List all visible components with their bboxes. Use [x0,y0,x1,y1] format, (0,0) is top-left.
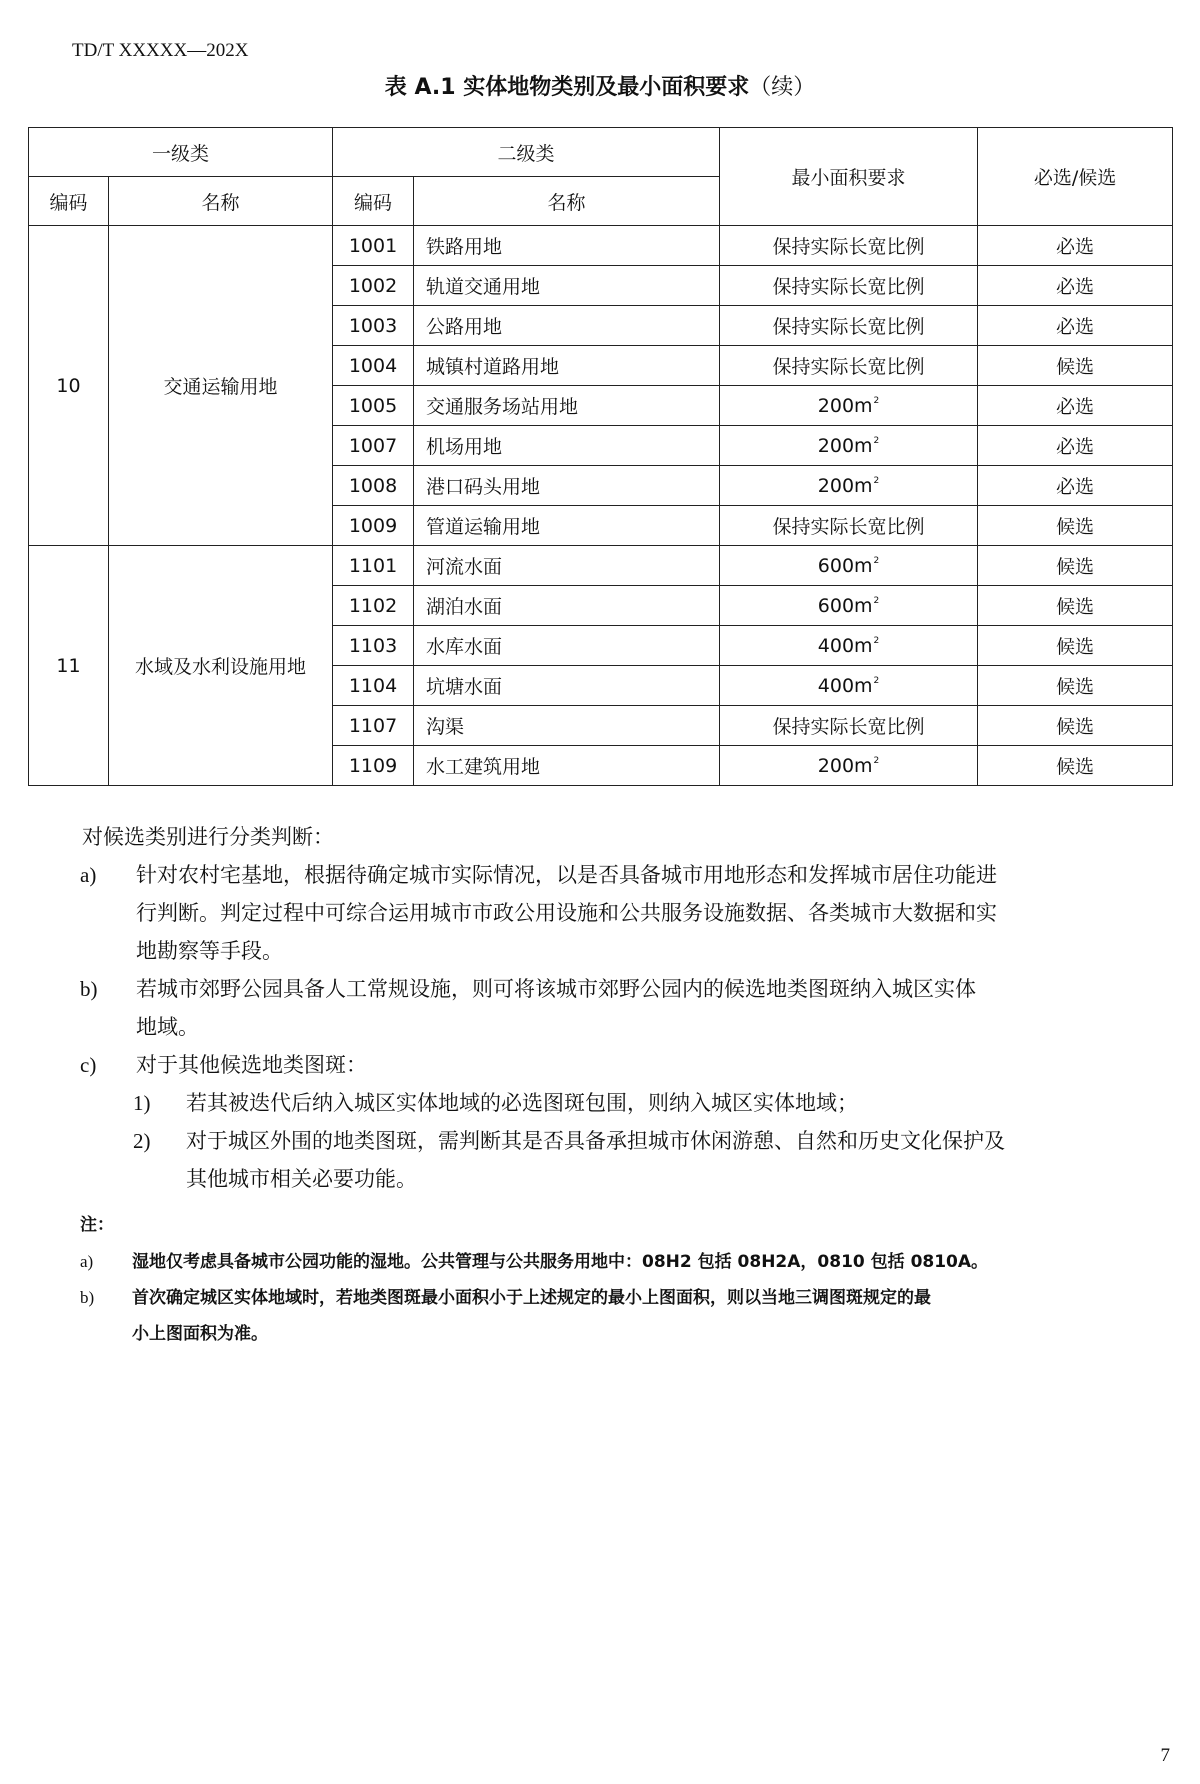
min-area-value: 600m [817,554,873,577]
row-name: 机场用地 [414,426,720,466]
row-name: 公路用地 [414,306,720,346]
body-intro: 对候选类别进行分类判断： [82,825,334,849]
min-area-value: 200m [817,434,873,457]
row-min-area [720,266,978,306]
row-code: 1109 [333,746,414,786]
row-selection: 候选 [978,506,1173,546]
min-area-value: 保持实际长宽比例 [772,356,925,378]
area-unit-exponent: 2 [873,595,880,606]
row-selection: 候选 [978,626,1173,666]
list-marker: a) [80,863,97,887]
row-selection: 候选 [978,666,1173,706]
row-selection: 必选 [978,266,1173,306]
row-selection: 必选 [978,426,1173,466]
min-area-value: 200m [817,394,873,417]
row-selection: 必选 [978,306,1173,346]
note-line: 首次确定城区实体地域时，若地类图斑最小面积小于上述规定的最小上图面积，则以当地三调图斑规定的最 [132,1288,931,1308]
text-line: 其他城市相关必要功能。 [186,1167,417,1191]
row-name: 交通服务场站用地 [414,386,720,426]
min-area-value: 保持实际长宽比例 [772,236,925,258]
note-marker: a) [80,1252,94,1271]
list-marker: c) [80,1053,97,1077]
row-code: 1102 [333,586,414,626]
row-selection: 必选 [978,226,1173,266]
text-line: 地域。 [136,1015,199,1039]
min-area-value: 200m [817,754,873,777]
row-name: 铁路用地 [414,226,720,266]
row-code: 1003 [333,306,414,346]
min-area-value: 保持实际长宽比例 [772,276,925,298]
note-marker: b) [80,1288,95,1307]
group-code: 11 [29,546,109,786]
area-unit-exponent: 2 [873,635,880,646]
min-area-value: 保持实际长宽比例 [772,516,925,538]
table-title [0,70,1200,101]
header-code2: 编码 [333,177,414,226]
list-marker: 1) [133,1091,151,1115]
row-min-area [720,386,978,426]
min-area-value: 200m [817,474,873,497]
header-name2: 名称 [414,177,720,226]
row-selection: 候选 [978,586,1173,626]
area-unit-exponent: 2 [873,475,880,486]
row-code: 1005 [333,386,414,426]
row-name: 水库水面 [414,626,720,666]
notes-heading: 注： [80,1215,114,1235]
text-line: 若其被迭代后纳入城区实体地域的必选图斑包围，则纳入城区实体地域； [186,1091,858,1115]
note-line: 湿地仅考虑具备城市公园功能的湿地。公共管理与公共服务用地中：08H2 包括 08H2A，0810 包括 0810A。 [132,1252,989,1272]
row-name: 轨道交通用地 [414,266,720,306]
header-name: 名称 [109,177,333,226]
row-name: 沟渠 [414,706,720,746]
text-line: 地勘察等手段。 [136,939,283,963]
row-code: 1002 [333,266,414,306]
row-name: 河流水面 [414,546,720,586]
row-name: 管道运输用地 [414,506,720,546]
row-code: 1101 [333,546,414,586]
text-line: 若城市郊野公园具备人工常规设施，则可将该城市郊野公园内的候选地类图斑纳入城区实体 [136,977,976,1001]
row-code: 1009 [333,506,414,546]
row-name: 城镇村道路用地 [414,346,720,386]
list-marker: 2) [133,1129,151,1153]
min-area-value: 400m [817,674,873,697]
area-unit-exponent: 2 [873,755,880,766]
row-min-area [720,306,978,346]
row-code: 1107 [333,706,414,746]
row-selection: 候选 [978,706,1173,746]
row-selection: 必选 [978,386,1173,426]
header-code: 编码 [29,177,109,226]
area-unit-exponent: 2 [873,435,880,446]
row-selection: 候选 [978,546,1173,586]
table-row [29,226,1173,266]
header-min-area: 最小面积要求 [720,128,978,226]
group-name: 交通运输用地 [109,226,333,546]
row-selection: 候选 [978,746,1173,786]
row-name: 港口码头用地 [414,466,720,506]
min-area-value: 保持实际长宽比例 [772,316,925,338]
row-code: 1004 [333,346,414,386]
row-min-area [720,626,978,666]
text-line: 对于其他候选地类图斑： [136,1053,367,1077]
table-title-continued: （续） [749,75,816,100]
row-code: 1001 [333,226,414,266]
text-line: 行判断。判定过程中可综合运用城市市政公用设施和公共服务设施数据、各类城市大数据和实 [136,901,997,925]
area-unit-exponent: 2 [873,675,880,686]
row-name: 坑塘水面 [414,666,720,706]
header-level2: 二级类 [333,128,720,177]
row-min-area [720,346,978,386]
row-name: 湖泊水面 [414,586,720,626]
row-min-area [720,226,978,266]
table-row [29,546,1173,586]
table-body [29,226,1173,786]
min-area-value: 600m [817,594,873,617]
row-code: 1103 [333,626,414,666]
row-min-area [720,746,978,786]
row-min-area [720,466,978,506]
group-code: 10 [29,226,109,546]
row-min-area [720,706,978,746]
group-name: 水域及水利设施用地 [109,546,333,786]
table-title-text: 表 A.1 实体地物类别及最小面积要求 [384,75,750,100]
land-category-table [28,127,1173,786]
header-selection: 必选/候选 [978,128,1173,226]
row-min-area [720,506,978,546]
row-code: 1007 [333,426,414,466]
area-unit-exponent: 2 [873,555,880,566]
note-line: 小上图面积为准。 [132,1324,268,1344]
row-selection: 必选 [978,466,1173,506]
row-code: 1008 [333,466,414,506]
row-min-area [720,666,978,706]
row-min-area [720,586,978,626]
row-min-area [720,546,978,586]
text-line: 针对农村宅基地，根据待确定城市实际情况，以是否具备城市用地形态和发挥城市居住功能进 [136,863,997,887]
header-level1: 一级类 [29,128,333,177]
row-name: 水工建筑用地 [414,746,720,786]
page-number: 7 [1160,1745,1170,1766]
document-code: TD/T XXXXX—202X [72,40,249,61]
min-area-value: 保持实际长宽比例 [772,716,925,738]
list-marker: b) [80,977,98,1001]
area-unit-exponent: 2 [873,395,880,406]
row-selection: 候选 [978,346,1173,386]
min-area-value: 400m [817,634,873,657]
row-code: 1104 [333,666,414,706]
row-min-area [720,426,978,466]
text-line: 对于城区外围的地类图斑，需判断其是否具备承担城市休闲游憩、自然和历史文化保护及 [186,1129,1005,1153]
